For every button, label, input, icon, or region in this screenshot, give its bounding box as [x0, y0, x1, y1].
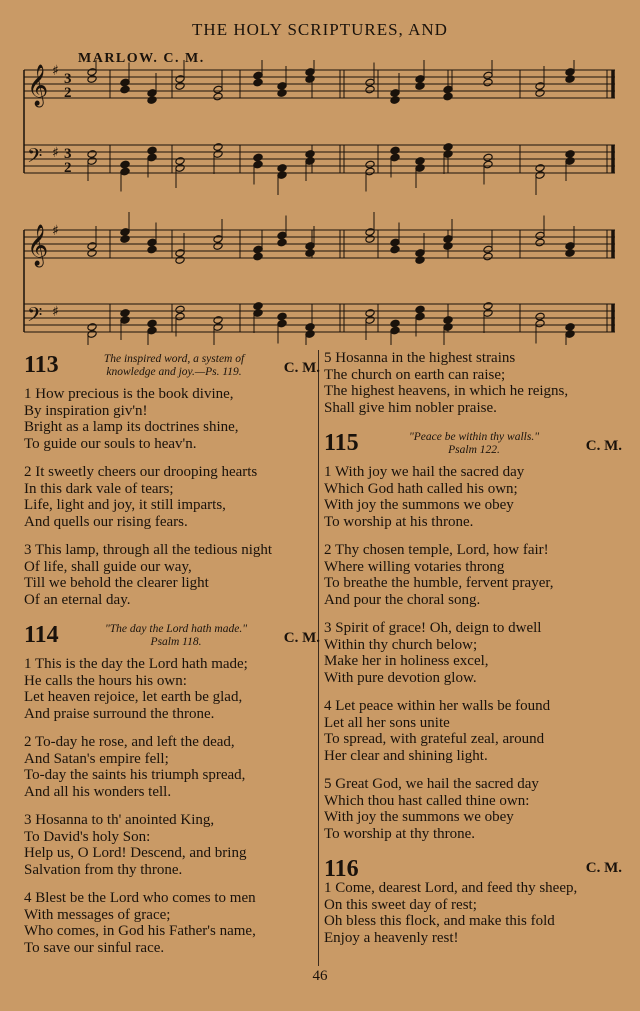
subtitle-line: The inspired word, a system of — [103, 353, 245, 365]
note-head — [305, 75, 315, 84]
verse-line: And all his wonders tell. — [24, 783, 172, 800]
note-head — [120, 309, 130, 318]
subtitle-line: "The day the Lord hath made." — [104, 623, 248, 635]
hymn-114-continued — [324, 350, 622, 416]
subtitle-line: "Peace be within thy walls." — [408, 431, 540, 443]
verse-line: With joy the summons we obey — [324, 809, 514, 825]
hymn-header — [24, 350, 320, 386]
verse-line: To worship at his throne. — [324, 513, 474, 530]
verse-line: Oh bless this flock, and make this fold — [324, 913, 555, 929]
note-head — [277, 238, 287, 247]
hymn-114 — [24, 620, 320, 956]
stanza — [24, 542, 320, 608]
sharp-icon: ♯ — [52, 223, 59, 239]
stanza — [24, 734, 320, 800]
verse-line: To breathe the humble, fervent prayer, — [324, 575, 554, 591]
verse-line: Salvation from thy throne. — [24, 861, 183, 878]
note-head — [87, 249, 97, 258]
verse-line: With joy the summons we obey — [324, 497, 514, 513]
note-head — [175, 256, 185, 265]
note-head — [365, 235, 375, 244]
verse-line: 2 It sweetly cheers our drooping hearts — [24, 464, 258, 480]
staff — [24, 60, 615, 107]
verse-line: By inspiration giv'n! — [24, 402, 148, 419]
hymn-meter: C. M. — [585, 438, 622, 454]
note-head — [277, 89, 287, 98]
verse-line: The church on earth can raise; — [324, 366, 506, 383]
verse-line: To worship at thy throne. — [324, 825, 476, 842]
note-head — [147, 96, 157, 105]
staff — [24, 212, 615, 267]
note-head — [213, 92, 223, 101]
verse-line: To David's holy Son: — [24, 828, 151, 845]
time-signature: 3 — [64, 71, 72, 87]
verse-line: Within thy church below; — [324, 636, 478, 653]
note-head — [87, 323, 97, 332]
note-head — [147, 146, 157, 155]
verse-line: Let all her sons unite — [324, 714, 450, 731]
bass-clef-icon: 𝄢 — [27, 303, 43, 331]
verse-line: Which thou hast called thine own: — [324, 792, 530, 809]
verse-line: Which God hath called his own; — [324, 480, 518, 497]
note-head — [535, 164, 545, 173]
left-column — [24, 350, 320, 968]
note-head — [535, 89, 545, 98]
note-head — [390, 245, 400, 254]
note-head — [253, 78, 263, 87]
verse-line: 3 This lamp, through all the tedious night — [24, 542, 273, 558]
verse-line: Bright as a lamp its doctrines shine, — [24, 419, 239, 435]
sharp-icon: ♯ — [52, 63, 59, 79]
note-head — [483, 78, 493, 87]
stanza — [324, 620, 622, 686]
verse-line: 1 With joy we hail the sacred day — [324, 464, 525, 480]
verse-line: Where willing votaries throng — [324, 558, 505, 575]
hymn-115 — [324, 428, 622, 842]
note-head — [120, 85, 130, 94]
verse-line: Of life, shall guide our way, — [24, 558, 192, 575]
verse-line: 1 Come, dearest Lord, and feed thy sheep, — [324, 880, 578, 896]
verse-line: And pour the choral song. — [324, 591, 481, 608]
stanza — [324, 776, 622, 842]
stanza — [24, 656, 320, 722]
hymn-number: 116 — [324, 856, 359, 882]
verse-line: To spread, with grateful zeal, around — [324, 731, 545, 747]
note-head — [147, 245, 157, 254]
note-head — [277, 164, 287, 173]
subtitle-line: Psalm 122. — [448, 444, 500, 456]
note-head — [483, 252, 493, 261]
verse-line: To save our sinful race. — [24, 939, 165, 956]
note-head — [565, 75, 575, 84]
note-head — [175, 82, 185, 91]
note-head — [175, 157, 185, 166]
verse-line: 3 Hosanna to th' anointed King, — [24, 812, 215, 828]
hymn-subtitle — [82, 623, 270, 649]
note-head — [565, 150, 575, 159]
right-column — [324, 350, 622, 958]
verse-line: With pure devotion glow. — [324, 669, 477, 686]
verse-line: Help us, O Lord! Descend, and bring — [24, 845, 247, 861]
time-signature: 2 — [64, 85, 72, 101]
note-head — [87, 150, 97, 159]
note-head — [390, 146, 400, 155]
music-score — [0, 60, 640, 345]
verse-line: 1 How precious is the book divine, — [24, 386, 234, 402]
hymn-subtitle — [84, 353, 264, 379]
hymn-meter: C. M. — [585, 860, 622, 876]
verse-line: To guide our souls to heav'n. — [24, 435, 197, 452]
note-head — [277, 312, 287, 321]
stanza — [24, 812, 320, 878]
verse-line: Who comes, in God his Father's name, — [24, 923, 256, 939]
hymn-header — [324, 428, 622, 464]
hymn-header — [24, 620, 320, 656]
sharp-icon: ♯ — [52, 145, 59, 161]
note-head — [535, 238, 545, 247]
note-head — [87, 75, 97, 84]
note-head — [443, 242, 453, 251]
stanza — [24, 464, 320, 530]
verse-line: Enjoy a heavenly rest! — [324, 929, 459, 946]
note-head — [175, 305, 185, 314]
note-head — [483, 302, 493, 311]
verse-line: Of an eternal day. — [24, 591, 131, 608]
note-head — [305, 150, 315, 159]
hymn-number: 114 — [24, 622, 59, 648]
note-head — [365, 309, 375, 318]
time-signature: 3 — [64, 146, 72, 162]
stanzas — [324, 880, 622, 946]
note-head — [305, 249, 315, 258]
stanzas — [24, 386, 320, 608]
hymn-subtitle — [384, 431, 564, 457]
verse-line: Shall give him nobler praise. — [324, 399, 497, 416]
bass-clef-icon: 𝄢 — [27, 144, 43, 172]
verse-line: 4 Let peace within her walls be found — [324, 698, 551, 714]
note-head — [147, 319, 157, 328]
verse-line: Life, light and joy, it still imparts, — [24, 497, 226, 513]
verse-line: Till we behold the clearer light — [24, 575, 209, 591]
verse-line: He calls the hours his own: — [24, 672, 187, 689]
stanza — [324, 698, 622, 764]
running-head: THE HOLY SCRIPTURES, AND — [192, 20, 448, 39]
verse-line: And Satan's empire fell; — [24, 750, 169, 767]
stanzas — [324, 350, 622, 416]
staff — [24, 302, 615, 345]
note-head — [415, 82, 425, 91]
verse-line: 4 Blest be the Lord who comes to men — [24, 890, 256, 906]
note-head — [305, 323, 315, 332]
note-head — [535, 312, 545, 321]
verse-line: In this dark vale of tears; — [24, 480, 174, 497]
hymn-header — [324, 854, 622, 880]
note-head — [565, 323, 575, 332]
note-head — [415, 157, 425, 166]
note-head — [253, 153, 263, 162]
subtitle-line: Psalm 118. — [150, 636, 202, 648]
time-signature: 2 — [64, 160, 72, 176]
hymn-meter: C. M. — [283, 360, 320, 376]
verse-line: 3 Spirit of grace! Oh, deign to dwell — [324, 620, 542, 636]
note-head — [213, 242, 223, 251]
verse-line: Let heaven rejoice, let earth be glad, — [24, 689, 243, 705]
subtitle-line: knowledge and joy.—Ps. 119. — [106, 366, 242, 378]
note-head — [213, 143, 223, 152]
stanzas — [24, 656, 320, 956]
stanza — [24, 890, 320, 956]
note-head — [253, 302, 263, 311]
verse-line: And praise surround the throne. — [24, 705, 215, 722]
sharp-icon: ♯ — [52, 304, 59, 320]
stanzas — [324, 464, 622, 842]
verse-line: 2 To-day he rose, and left the dead, — [24, 734, 235, 750]
stanza — [324, 350, 622, 416]
verse-line: 5 Hosanna in the highest strains — [324, 350, 516, 366]
note-head — [443, 92, 453, 101]
page-number: 46 — [312, 968, 328, 984]
treble-clef-icon: 𝄞 — [27, 65, 49, 106]
hymn-number: 113 — [24, 352, 59, 378]
note-head — [365, 160, 375, 169]
note-head — [443, 316, 453, 325]
verse-line: 1 This is the day the Lord hath made; — [24, 656, 248, 672]
hymn-116 — [324, 854, 622, 946]
note-head — [415, 305, 425, 314]
treble-clef-icon: 𝄞 — [27, 225, 49, 266]
hymn-113 — [24, 350, 320, 608]
verse-line: With messages of grace; — [24, 906, 171, 923]
note-head — [415, 256, 425, 265]
note-head — [365, 85, 375, 94]
stanza — [324, 542, 622, 608]
verse-line: 2 Thy chosen temple, Lord, how fair! — [324, 542, 549, 558]
hymn-number: 115 — [324, 430, 359, 456]
note-head — [253, 252, 263, 261]
note-head — [120, 160, 130, 169]
stanza — [324, 464, 622, 530]
verse-line: 5 Great God, we hail the sacred day — [324, 776, 539, 792]
hymn-meter: C. M. — [283, 630, 320, 646]
note-head — [565, 249, 575, 258]
staff — [24, 143, 615, 195]
note-head — [443, 143, 453, 152]
note-head — [120, 235, 130, 244]
tune-name: MARLOW. C. M. — [78, 51, 205, 66]
verse-line: The highest heavens, in which he reigns, — [324, 383, 569, 399]
verse-line: Make her in holiness excel, — [324, 653, 489, 669]
verse-line: And quells our rising fears. — [24, 513, 188, 530]
verse-line: To-day the saints his triumph spread, — [24, 767, 246, 783]
note-head — [390, 96, 400, 105]
stanza — [324, 880, 622, 946]
note-head — [390, 319, 400, 328]
verse-line: Her clear and shining light. — [324, 747, 488, 764]
verse-line: On this sweet day of rest; — [324, 896, 477, 913]
note-head — [483, 153, 493, 162]
note-head — [213, 316, 223, 325]
stanza — [24, 386, 320, 452]
